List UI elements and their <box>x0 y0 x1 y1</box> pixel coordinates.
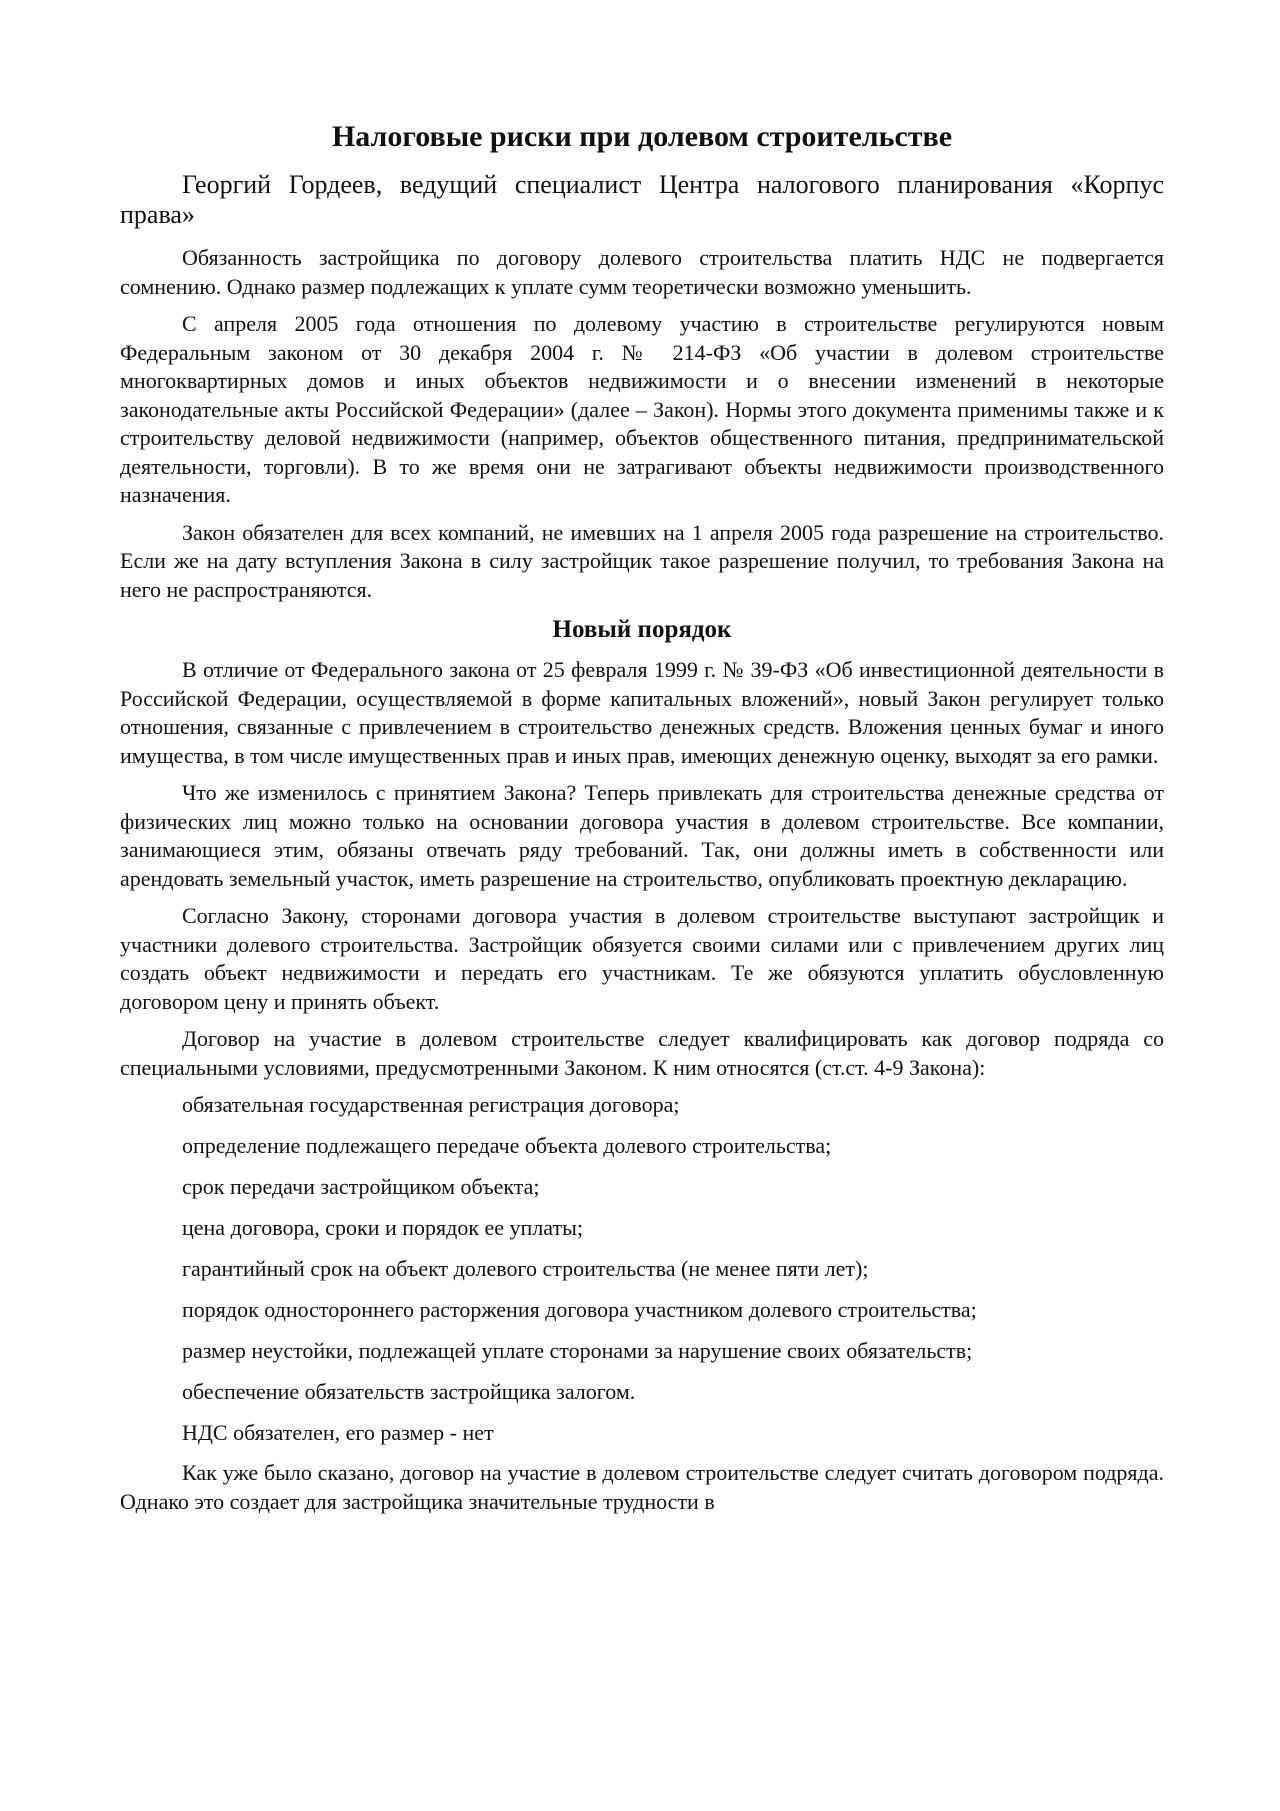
list-item: гарантийный срок на объект долевого строительства (не менее пяти лет); <box>182 1256 869 1281</box>
paragraph: Закон обязателен для всех компаний, не имевших на 1 апреля 2005 года разрешение на строительство. Если же на дату вступления Закона в силу застройщик такое разрешение получил, то требования Закона на него не распространяются. <box>120 519 1164 602</box>
paragraph: Что же изменилось с принятием Закона? Теперь привлекать для строительства денежные средства от физических лиц можно только на основании договора участия в долевом строительстве. Все компании, занимающиеся этим, обязаны отвечать ряду требований. Так, они должны иметь в собственности или арендовать земельный участок, иметь разрешение на строительство, опубликовать проектную декларацию. <box>120 780 1164 891</box>
paragraph: С апреля 2005 года отношения по долевому участию в строительстве регулируются новым Федеральным законом от 30 декабря 2004 г. № 214-ФЗ «Об участии в долевом строительстве многоквартирных домов и иных объектов недвижимости и о внесении изменений в некоторые законодательные акты Российской Федерации» (далее – Закон). Нормы этого документа применимы также и к строительству деловой недвижимости (например, объектов общественного питания, предпринимательской деятельности, торговли). В то же время они не затрагивают объекты недвижимости производственного назначения. <box>120 311 1164 507</box>
list-item: цена договора, сроки и порядок ее уплаты; <box>182 1215 584 1240</box>
list-item: порядок одностороннего расторжения договора участником долевого строительства; <box>182 1297 977 1322</box>
conditions-list <box>120 1091 1164 1406</box>
document-title: Налоговые риски при долевом строительстве <box>331 120 953 153</box>
section-heading: Новый порядок <box>552 616 732 643</box>
paragraph: Как уже было сказано, договор на участие в долевом строительстве следует считать договором подряда. Однако это создает для застройщика значительные трудности в <box>120 1460 1164 1514</box>
paragraph: Согласно Закону, сторонами договора участия в долевом строительстве выступают застройщик и участники долевого строительства. Застройщик обязуется своими силами или с привлечением других лиц создать объект недвижимости и передать его участникам. Те же обязуются уплатить обусловленную договором цену и принять объект. <box>120 903 1164 1014</box>
list-item: обеспечение обязательств застройщика залогом. <box>182 1379 636 1404</box>
paragraph: Обязанность застройщика по договору долевого строительства платить НДС не подвергается сомнению. Однако размер подлежащих к уплате сумм теоретически возможно уменьшить. <box>120 245 1164 299</box>
list-item: обязательная государственная регистрация договора; <box>182 1092 680 1117</box>
list-item: размер неустойки, подлежащей уплате сторонами за нарушение своих обязательств; <box>182 1338 973 1363</box>
paragraph: Договор на участие в долевом строительстве следует квалифицировать как договор подряда со специальными условиями, предусмотренными Законом. К ним относятся (ст.ст. 4-9 Закона): <box>120 1026 1164 1080</box>
section-lead: НДС обязателен, его размер - нет <box>182 1420 494 1445</box>
author-line: Георгий Гордеев, ведущий специалист Центра налогового планирования «Корпус права» <box>120 170 1164 229</box>
list-item: срок передачи застройщиком объекта; <box>182 1174 540 1199</box>
list-item: определение подлежащего передаче объекта долевого строительства; <box>182 1133 832 1158</box>
paragraph: В отличие от Федерального закона от 25 февраля 1999 г. № 39-ФЗ «Об инвестиционной деятельности в Российской Федерации, осуществляемой в форме капитальных вложений», новый Закон регулирует только отношения, связанные с привлечением в строительство денежных средств. Вложения ценных бумаг и иного имущества, в том числе имущественных прав и иных прав, имеющих денежную оценку, выходят за его рамки. <box>120 657 1164 768</box>
